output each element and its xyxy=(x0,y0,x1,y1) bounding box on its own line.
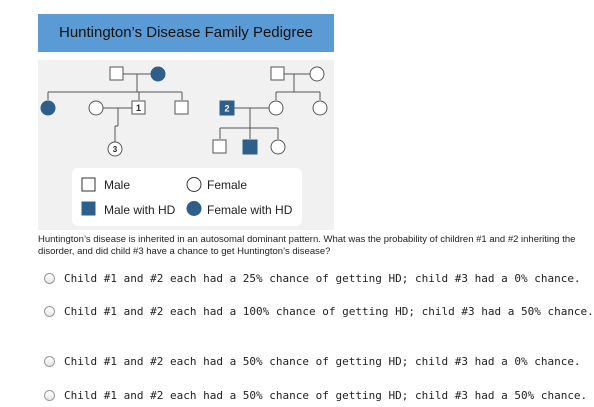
radio-button[interactable] xyxy=(44,390,55,401)
legend-male-hd-icon xyxy=(82,202,95,215)
pedigree-title: Huntington’s Disease Family Pedigree xyxy=(38,14,334,52)
uncle-male xyxy=(175,101,188,114)
grandchild-female xyxy=(271,140,285,154)
answer-option-label: Child #1 and #2 each had a 50% chance of getting HD; child #3 had a 50% chance. xyxy=(64,388,588,402)
radio-button[interactable] xyxy=(44,306,55,317)
grandchild-male-affected xyxy=(243,140,257,154)
legend-symbols xyxy=(72,168,302,226)
aunt-right xyxy=(313,101,327,115)
grandmother-affected xyxy=(151,67,165,81)
grandfather-right xyxy=(271,67,284,80)
legend-female-hd-icon xyxy=(187,202,201,216)
child-1-label: 1 xyxy=(135,103,142,113)
answer-option-1[interactable] xyxy=(44,269,581,287)
grandfather-unaffected xyxy=(110,67,123,80)
grandchild-male xyxy=(213,140,226,153)
aunt-affected xyxy=(41,101,55,115)
question-text: Huntington’s disease is inherited in an autosomal dominant pattern. What was the probability of children #1 and #2 inheriting the disorder, and did child #3 have a chance to get Huntington’s disease? xyxy=(38,234,576,257)
legend-male-label: Male xyxy=(104,178,131,192)
answer-option-label: Child #1 and #2 each had a 50% chance of getting HD; child #3 had a 0% chance. xyxy=(64,354,581,368)
child-2-label: 2 xyxy=(224,103,230,114)
grandmother-right xyxy=(310,67,324,81)
answer-option-2[interactable] xyxy=(44,302,594,320)
legend-female-icon xyxy=(187,178,201,192)
radio-button[interactable] xyxy=(44,273,55,284)
legend-male-hd-label: Male with HD xyxy=(104,203,176,217)
answer-option-label: Child #1 and #2 each had a 100% chance of getting HD; child #3 had a 50% chance. xyxy=(64,304,594,318)
legend-male-icon xyxy=(82,178,95,191)
legend-female-label: Female xyxy=(207,178,248,192)
radio-button[interactable] xyxy=(44,356,55,367)
answer-option-3[interactable] xyxy=(44,352,581,370)
pedigree-legend xyxy=(72,168,302,226)
spouse-female xyxy=(89,101,103,115)
answer-option-4[interactable] xyxy=(44,386,587,404)
child-3-label: 3 xyxy=(112,145,118,154)
legend-female-hd-label: Female with HD xyxy=(207,203,293,217)
answer-option-label: Child #1 and #2 each had a 25% chance of getting HD; child #3 had a 0% chance. xyxy=(64,271,581,285)
spouse-female-right xyxy=(269,101,283,115)
